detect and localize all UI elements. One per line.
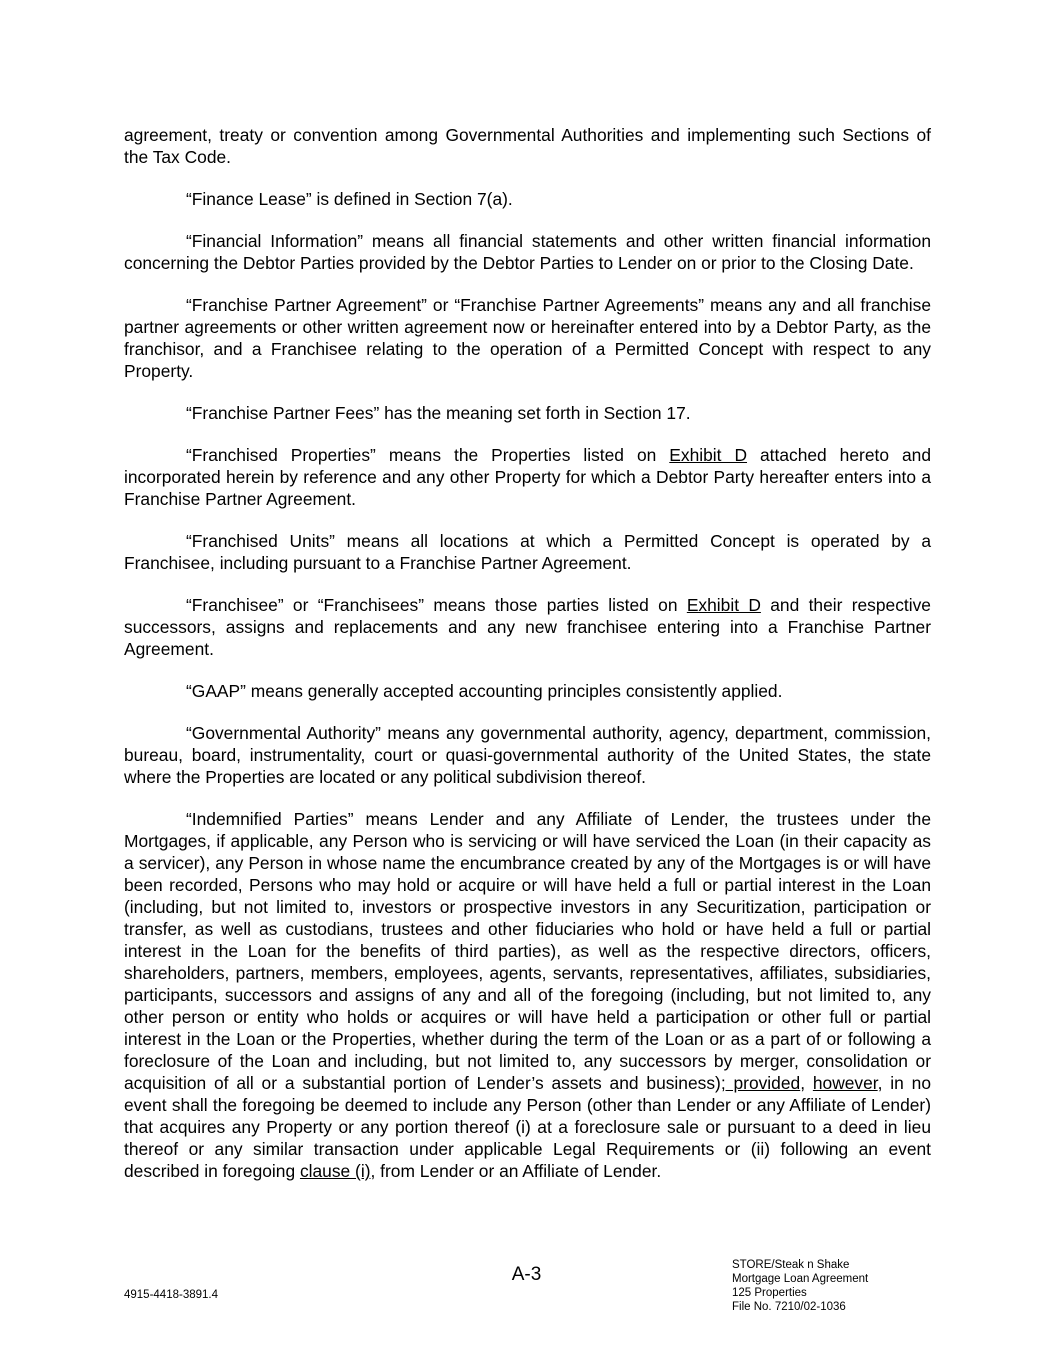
definition-financial-information: “Financial Information” means all financial statements and other written financial information concerning the Debtor Parties provided by the Debtor Parties to Lender on or prior to the Closing Date. [124,231,931,273]
definition-franchised-units: “Franchised Units” means all locations at which a Permitted Concept is operated by a Franchisee, including pursuant to a Franchise Partner Agreement. [124,531,931,573]
footer-line: Mortgage Loan Agreement [732,1273,869,1285]
definition-gaap: “GAAP” means generally accepted accounting principles consistently applied. [186,681,783,701]
page-number-text: A-3 [511,1264,542,1285]
footer-line: 125 Properties [732,1287,807,1299]
definition-franchisee [124,594,931,660]
definition-franchise-partner-agreement: “Franchise Partner Agreement” or “Franchise Partner Agreements” means any and all franchise partner agreements or other written agreement now or hereinafter entered into by a Debtor Party, as the franchisor, and a Franchisee relating to the operation of a Permitted Concept with respect to any Property. [124,295,931,381]
text-segment: , in no event shall the foregoing be deemed to include any Person (other than Lender or any Affiliate of Lender) that acquires any Property or any portion thereof (i) at a foreclosure sale or pursuant to a deed in lieu thereof or any similar transaction under applicable Legal Requirements or (ii) following an event described in foregoing [124,1073,931,1181]
text-segment: , from Lender or an Affiliate of Lender. [370,1161,662,1181]
exhibit-d-reference: Exhibit D [686,595,761,615]
text-segment: , [800,1073,813,1093]
footer-line: STORE/Steak n Shake [732,1259,850,1271]
text-segment: “Indemnified Parties” means Lender and any Affiliate of Lender, the trustees under the Mortgages, if applicable, any Person who is servicing or will have serviced the Loan (in their capacity as a servicer), any Person in whose name the encumbrance created by any of the Mortgages is or will have been recorded, Persons who may hold or acquire or will have held a full or partial interest in the Loan (including, but not limited to, investors or prospective investors in any Securitization, participation or transfer, as well as custodians, trustees and other fiduciaries who hold or have held a full or partial interest in the Loan for the benefits of third parties), as well as the respective directors, officers, shareholders, partners, members, employees, agents, servants, representatives, affiliates, subsidiaries, participants, successors and assigns of any and all of the foregoing (including, but not limited to, any other person or entity who holds or acquires or will have held a participation or other full or partial interest in the Loan or the Properties, whether during the term of the Loan or as a part of or following a foreclosure of the Loan and including, but not limited to, any successors by merger, consolidation or acquisition of all or a substantial portion of Lender’s assets and business) [124,809,931,1093]
definition-finance-lease: “Finance Lease” is defined in Section 7(a). [186,189,513,209]
text-segment: “Franchised Properties” means the Properties listed on [186,445,670,465]
definition-franchise-partner-fees: “Franchise Partner Fees” has the meaning set forth in Section 17. [186,403,691,423]
text-segment: “Franchisee” or “Franchisees” means those parties listed on [186,595,687,615]
however-underlined: however [812,1073,878,1093]
exhibit-d-reference: Exhibit D [669,445,748,465]
footer-line: File No. 7210/02-1036 [732,1301,846,1313]
paragraph-continuation: agreement, treaty or convention among Governmental Authorities and implementing such Sections of the Tax Code. [124,125,931,167]
provided-underlined: ; provided [720,1073,801,1093]
document-id: 4915-4418-3891.4 [124,1289,218,1301]
text-segment: and their respective successors, assigns and replacements and any new franchisee entering into a Franchise Partner Agreement. [124,595,931,659]
clause-reference: clause (i) [299,1161,371,1181]
definition-indemnified-parties [124,808,931,1182]
document-body [124,124,931,1202]
definition-franchised-properties [124,444,931,510]
footer-document-info [732,1258,868,1314]
text-segment: attached hereto and incorporated herein by reference and any other Property for which a Debtor Party hereafter enters into a Franchise Partner Agreement. [124,445,931,509]
definition-governmental-authority: “Governmental Authority” means any governmental authority, agency, department, commission, bureau, board, instrumentality, court or quasi-governmental authority of the United States, the state where the Properties are located or any political subdivision thereof. [124,723,931,787]
page-number [0,1264,1055,1286]
